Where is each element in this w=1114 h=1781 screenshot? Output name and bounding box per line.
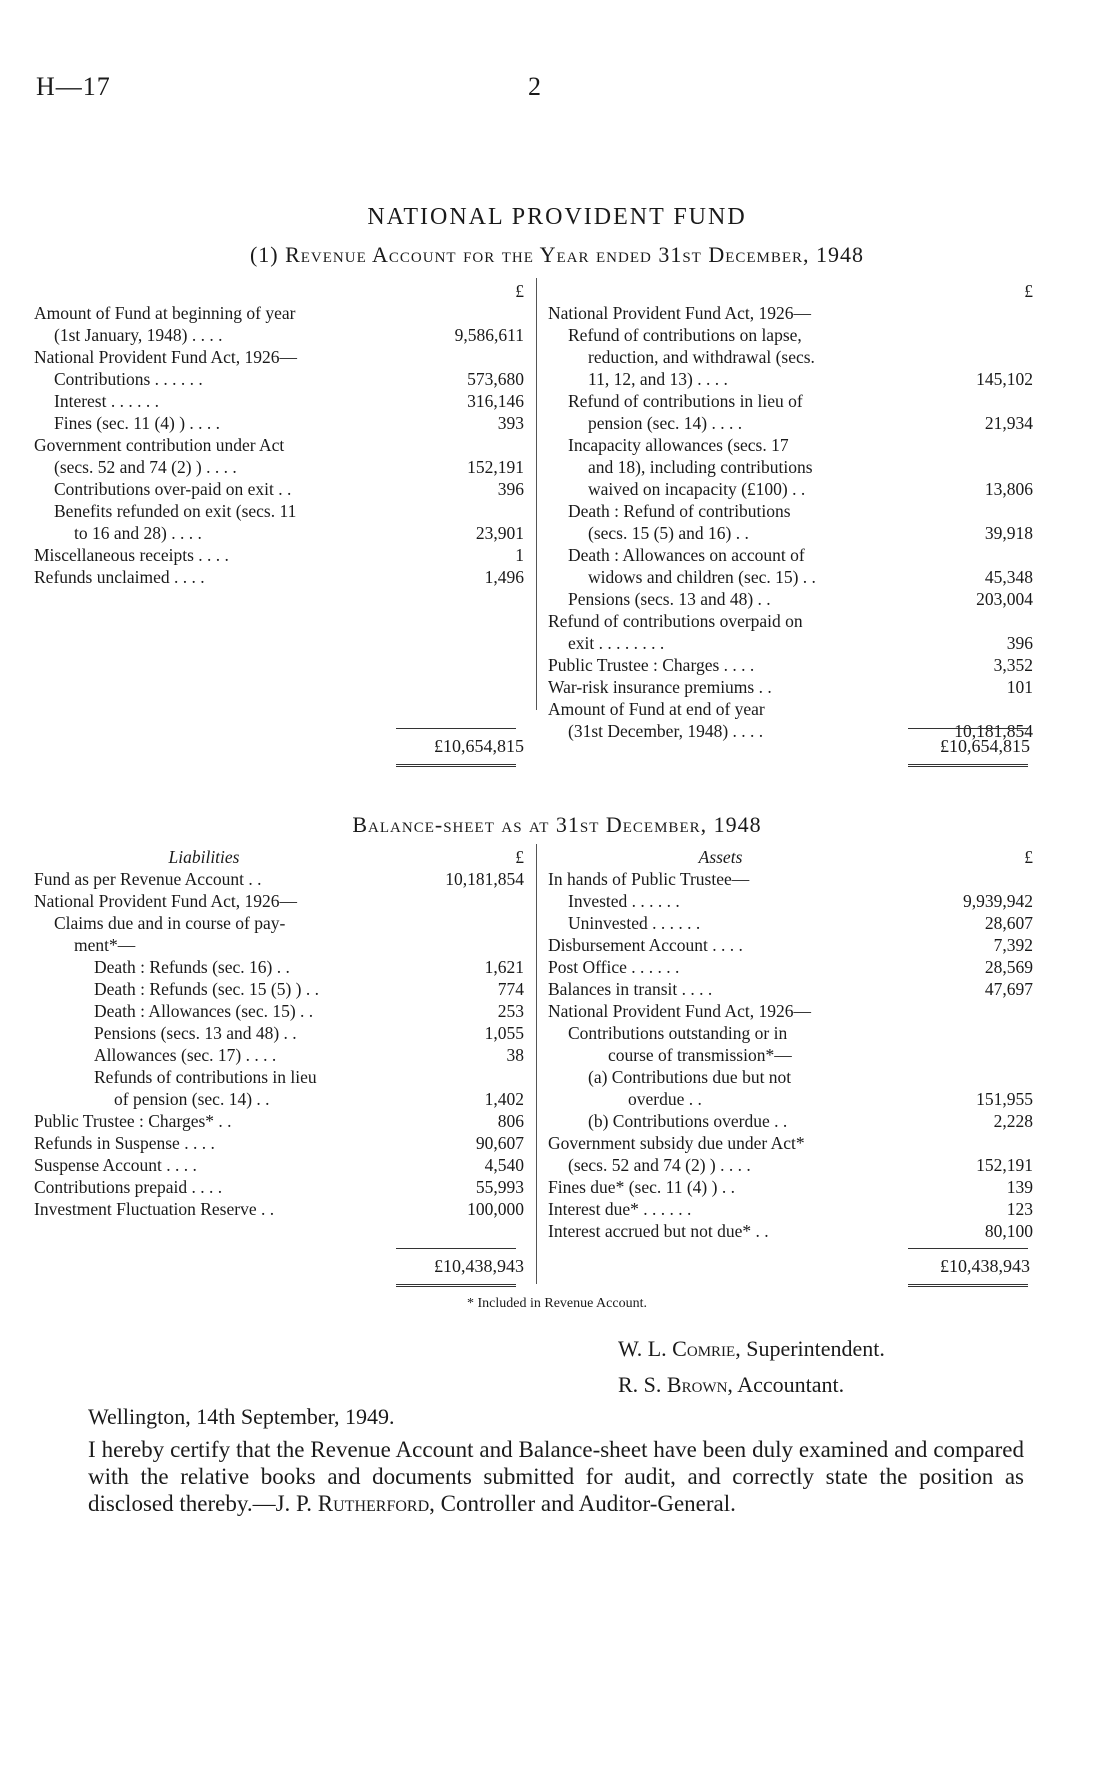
currency-symbol: £	[515, 847, 524, 867]
ledger-amount: 396	[497, 479, 524, 499]
ledger-amount: 253	[497, 1001, 524, 1021]
ledger-amount: 90,607	[475, 1133, 524, 1153]
ledger-row	[548, 1176, 1033, 1198]
total-double-rule	[908, 1284, 1028, 1287]
total-double-rule	[396, 1284, 516, 1287]
ledger-amount: 28,569	[984, 957, 1033, 977]
ledger-amount: 1,621	[484, 957, 524, 977]
ledger-label: (b) Contributions overdue . .	[588, 1111, 788, 1131]
ledger-row	[548, 868, 1033, 890]
ledger-amount: 80,100	[984, 1221, 1033, 1241]
certificate-text: I hereby certify that the Revenue Account and Balance-sheet have been duly examined and compared with the relative books and documents submitted for audit, and correctly state the position as disclosed thereby.—	[88, 1437, 1024, 1516]
ledger-row	[34, 500, 524, 522]
column-divider	[536, 278, 537, 710]
ledger-label: Pensions (secs. 13 and 48) . .	[568, 589, 771, 609]
ledger-row	[548, 544, 1033, 566]
ledger-label: Miscellaneous receipts . . . .	[34, 545, 229, 565]
ledger-label: Death : Allowances on account of	[568, 545, 805, 565]
ledger-amount: 123	[1006, 1199, 1033, 1219]
ledger-label: Death : Allowances (sec. 15) . .	[94, 1001, 314, 1021]
ledger-row	[34, 1000, 524, 1022]
ledger-amount: 45,348	[984, 567, 1033, 587]
footnote: * Included in Revenue Account.	[466, 1296, 647, 1311]
ledger-row	[34, 956, 524, 978]
revenue-payments-total: £10,654,815	[940, 736, 1030, 756]
ledger-amount: 573,680	[467, 369, 524, 389]
ledger-label: Refund of contributions overpaid on	[548, 611, 803, 631]
ledger-row	[548, 676, 1033, 698]
ledger-row	[34, 868, 524, 890]
ledger-label: Fines due* (sec. 11 (4) ) . .	[548, 1177, 735, 1197]
ledger-label: (secs. 52 and 74 (2) ) . . . .	[568, 1155, 751, 1175]
ledger-row	[548, 302, 1033, 324]
ledger-row	[34, 456, 524, 478]
assets-heading: Assets	[698, 847, 743, 867]
ledger-row	[34, 324, 524, 346]
ledger-amount: 393	[497, 413, 524, 433]
ledger-row	[34, 412, 524, 434]
ledger-row	[548, 434, 1033, 456]
ledger-row	[548, 390, 1033, 412]
place-and-date: Wellington, 14th September, 1949.	[88, 1404, 395, 1429]
ledger-label: Post Office . . . . . .	[548, 957, 680, 977]
ledger-label: reduction, and withdrawal (secs.	[588, 347, 815, 367]
ledger-row	[34, 934, 524, 956]
ledger-amount: 39,918	[984, 523, 1033, 543]
ledger-label: (a) Contributions due but not	[588, 1067, 792, 1087]
ledger-amount: 1,496	[484, 567, 524, 587]
ledger-amount: 2,228	[993, 1111, 1033, 1131]
sum-rule	[396, 728, 516, 729]
ledger-label: Public Trustee : Charges . . . .	[548, 655, 755, 675]
ledger-row	[34, 1110, 524, 1132]
ledger-amount: 9,939,942	[963, 891, 1033, 911]
signature-accountant	[618, 1372, 844, 1398]
ledger-row	[548, 588, 1033, 610]
ledger-row	[548, 610, 1033, 632]
ledger-amount: 152,191	[976, 1155, 1033, 1175]
ledger-row	[34, 566, 524, 588]
ledger-amount: 21,934	[984, 413, 1033, 433]
ledger-label: National Provident Fund Act, 1926—	[548, 1001, 811, 1021]
ledger-label: Amount of Fund at end of year	[548, 699, 765, 719]
ledger-row	[34, 302, 524, 324]
ledger-label: Refund of contributions on lapse,	[568, 325, 802, 345]
ledger-label: National Provident Fund Act, 1926—	[34, 347, 297, 367]
ledger-row	[34, 478, 524, 500]
ledger-label: Benefits refunded on exit (secs. 11	[54, 501, 297, 521]
ledger-label: Disbursement Account . . . .	[548, 935, 743, 955]
ledger-amount: 152,191	[467, 457, 524, 477]
ledger-row	[548, 1000, 1033, 1022]
ledger-label: Interest due* . . . . . .	[548, 1199, 692, 1219]
ledger-label: Incapacity allowances (secs. 17	[568, 435, 789, 455]
sum-rule	[396, 1248, 516, 1249]
ledger-amount: 151,955	[976, 1089, 1033, 1109]
ledger-row	[548, 912, 1033, 934]
ledger-label: Refunds in Suspense . . . .	[34, 1133, 215, 1153]
ledger-row	[548, 1088, 1033, 1110]
assets-column	[548, 846, 1033, 1242]
ledger-label: ment*—	[74, 935, 136, 955]
ledger-label: Interest accrued but not due* . .	[548, 1221, 769, 1241]
ledger-row	[548, 1022, 1033, 1044]
ledger-label: Interest . . . . . .	[54, 391, 159, 411]
ledger-label: (secs. 52 and 74 (2) ) . . . .	[54, 457, 237, 477]
ledger-amount: 10,181,854	[445, 869, 524, 889]
signatory-name: R. S. Brown,	[618, 1372, 733, 1397]
ledger-row	[548, 1154, 1033, 1176]
ledger-label: exit . . . . . . . .	[568, 633, 665, 653]
ledger-label: Uninvested . . . . . .	[568, 913, 701, 933]
ledger-label: Refund of contributions in lieu of	[568, 391, 803, 411]
liabilities-total: £10,438,943	[434, 1256, 524, 1276]
ledger-row	[34, 890, 524, 912]
column-divider	[536, 844, 537, 1284]
currency-symbol: £	[1024, 281, 1033, 301]
ledger-row	[548, 890, 1033, 912]
ledger-row	[548, 956, 1033, 978]
revenue-account-heading: (1) Revenue Account for the Year ended 31st December, 1948	[249, 242, 865, 267]
ledger-amount: 13,806	[984, 479, 1033, 499]
total-double-rule	[396, 764, 516, 767]
ledger-label: of pension (sec. 14) . .	[114, 1089, 270, 1109]
ledger-row	[548, 412, 1033, 434]
auditor-role: Controller and Auditor-General.	[440, 1491, 736, 1516]
ledger-label: Refunds unclaimed . . . .	[34, 567, 205, 587]
ledger-label: Pensions (secs. 13 and 48) . .	[94, 1023, 297, 1043]
ledger-row	[34, 1132, 524, 1154]
currency-symbol: £	[515, 281, 524, 301]
ledger-row	[548, 1132, 1033, 1154]
ledger-amount: 316,146	[467, 391, 524, 411]
ledger-label: Contributions over-paid on exit . .	[54, 479, 292, 499]
ledger-amount: 4,540	[484, 1155, 524, 1175]
ledger-row	[34, 912, 524, 934]
ledger-label: Contributions . . . . . .	[54, 369, 203, 389]
ledger-label: Refunds of contributions in lieu	[94, 1067, 317, 1087]
ledger-label: 11, 12, and 13) . . . .	[588, 369, 728, 389]
ledger-label: Death : Refund of contributions	[568, 501, 791, 521]
ledger-row	[548, 1110, 1033, 1132]
ledger-label: Investment Fluctuation Reserve . .	[34, 1199, 275, 1219]
ledger-label: Contributions outstanding or in	[568, 1023, 788, 1043]
ledger-row	[548, 478, 1033, 500]
page-reference: H—17	[36, 72, 111, 101]
ledger-label: Fund as per Revenue Account . .	[34, 869, 262, 889]
signatory-name: W. L. Comrie,	[618, 1336, 741, 1361]
ledger-label: (secs. 15 (5) and 16) . .	[588, 523, 749, 543]
ledger-amount: 1,055	[484, 1023, 524, 1043]
ledger-row	[548, 566, 1033, 588]
ledger-amount: 1	[515, 545, 524, 565]
revenue-receipts-column	[34, 280, 524, 588]
ledger-row	[34, 1198, 524, 1220]
ledger-label: (31st December, 1948) . . . .	[568, 721, 764, 741]
ledger-row	[34, 1176, 524, 1198]
ledger-label: course of transmission*—	[608, 1045, 792, 1065]
ledger-label: and 18), including contributions	[588, 457, 813, 477]
ledger-label: Balances in transit . . . .	[548, 979, 713, 999]
ledger-amount: 203,004	[976, 589, 1033, 609]
revenue-payments-column	[548, 280, 1033, 742]
ledger-row	[34, 1154, 524, 1176]
signature-superintendent	[618, 1336, 885, 1362]
ledger-row	[548, 654, 1033, 676]
ledger-label: In hands of Public Trustee—	[548, 869, 750, 889]
ledger-label: (1st January, 1948) . . . .	[54, 325, 223, 345]
ledger-label: War-risk insurance premiums . .	[548, 677, 772, 697]
revenue-receipts-total: £10,654,815	[434, 736, 524, 756]
ledger-amount: 806	[497, 1111, 524, 1131]
ledger-label: Government contribution under Act	[34, 435, 285, 455]
ledger-amount: 9,586,611	[454, 325, 524, 345]
ledger-amount: 774	[497, 979, 524, 999]
ledger-row	[548, 1066, 1033, 1088]
signatory-title: Superintendent.	[746, 1336, 885, 1361]
audit-certificate	[88, 1436, 1024, 1517]
currency-symbol: £	[1024, 847, 1033, 867]
ledger-row	[34, 1022, 524, 1044]
ledger-label: Suspense Account . . . .	[34, 1155, 197, 1175]
ledger-amount: 145,102	[976, 369, 1033, 389]
ledger-label: Death : Refunds (sec. 16) . .	[94, 957, 290, 977]
ledger-amount: 28,607	[984, 913, 1033, 933]
ledger-row	[548, 934, 1033, 956]
ledger-row	[34, 390, 524, 412]
ledger-amount: 10,181,854	[954, 721, 1033, 741]
ledger-amount: 7,392	[993, 935, 1033, 955]
assets-total: £10,438,943	[940, 1256, 1030, 1276]
ledger-row	[548, 522, 1033, 544]
ledger-row	[548, 632, 1033, 654]
ledger-row	[34, 522, 524, 544]
ledger-label: Claims due and in course of pay-	[54, 913, 286, 933]
ledger-label: National Provident Fund Act, 1926—	[548, 303, 811, 323]
ledger-row	[34, 978, 524, 1000]
ledger-row	[548, 978, 1033, 1000]
ledger-label: Allowances (sec. 17) . . . .	[94, 1045, 277, 1065]
ledger-label: Death : Refunds (sec. 15 (5) ) . .	[94, 979, 320, 999]
ledger-row	[34, 1088, 524, 1110]
ledger-row	[548, 1220, 1033, 1242]
ledger-row	[34, 1066, 524, 1088]
sum-rule	[908, 728, 1028, 729]
ledger-label: Public Trustee : Charges* . .	[34, 1111, 232, 1131]
ledger-row	[34, 346, 524, 368]
ledger-amount: 396	[1006, 633, 1033, 653]
page-number: 2	[528, 72, 542, 101]
ledger-row	[548, 698, 1033, 720]
ledger-amount: 23,901	[475, 523, 524, 543]
ledger-amount: 3,352	[993, 655, 1033, 675]
ledger-label: widows and children (sec. 15) . .	[588, 567, 816, 587]
ledger-row	[34, 1044, 524, 1066]
ledger-amount: 100,000	[467, 1199, 524, 1219]
ledger-row	[548, 500, 1033, 522]
ledger-amount: 1,402	[484, 1089, 524, 1109]
ledger-label: National Provident Fund Act, 1926—	[34, 891, 297, 911]
ledger-row	[34, 544, 524, 566]
sum-rule	[908, 1248, 1028, 1249]
ledger-row	[34, 368, 524, 390]
ledger-amount: 38	[506, 1045, 524, 1065]
ledger-label: Invested . . . . . .	[568, 891, 680, 911]
signatory-title: Accountant.	[737, 1372, 845, 1397]
total-double-rule	[908, 764, 1028, 767]
ledger-label: waived on incapacity (£100) . .	[588, 479, 806, 499]
ledger-row	[548, 346, 1033, 368]
ledger-row	[548, 1198, 1033, 1220]
ledger-label: Government subsidy due under Act*	[548, 1133, 805, 1153]
ledger-label: overdue . .	[628, 1089, 702, 1109]
ledger-amount: 139	[1006, 1177, 1033, 1197]
ledger-label: Fines (sec. 11 (4) ) . . . .	[54, 413, 221, 433]
liabilities-heading: Liabilities	[168, 847, 240, 867]
ledger-amount: 101	[1006, 677, 1033, 697]
ledger-label: Contributions prepaid . . . .	[34, 1177, 223, 1197]
liabilities-column	[34, 846, 524, 1220]
ledger-row	[548, 456, 1033, 478]
document-title: NATIONAL PROVIDENT FUND	[367, 204, 747, 230]
ledger-label: to 16 and 28) . . . .	[74, 523, 202, 543]
ledger-row	[548, 324, 1033, 346]
balance-sheet-heading: Balance-sheet as at 31st December, 1948	[352, 812, 762, 837]
ledger-label: pension (sec. 14) . . . .	[588, 413, 743, 433]
ledger-amount: 47,697	[984, 979, 1033, 999]
ledger-row	[548, 368, 1033, 390]
ledger-amount: 55,993	[475, 1177, 524, 1197]
auditor-name: J. P. Rutherford,	[275, 1491, 435, 1516]
ledger-label: Amount of Fund at beginning of year	[34, 303, 296, 323]
ledger-row	[34, 434, 524, 456]
ledger-row	[548, 1044, 1033, 1066]
